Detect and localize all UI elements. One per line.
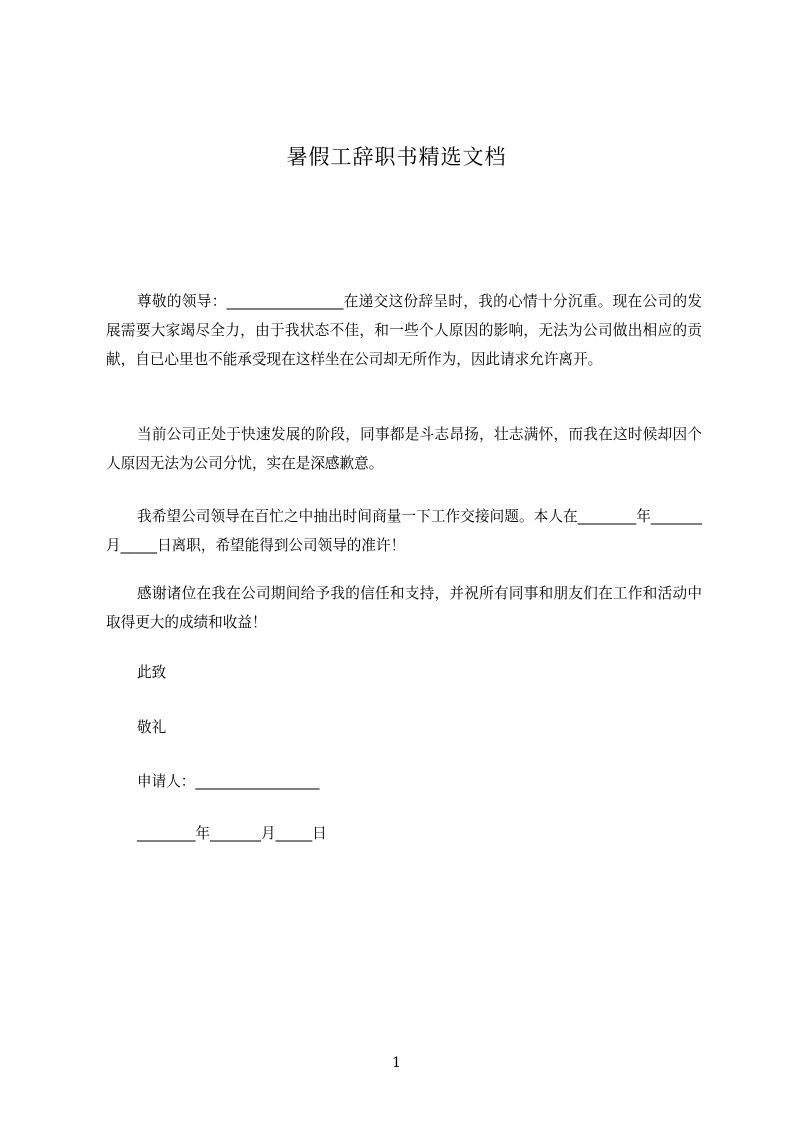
document-title: 暑假工辞职书精选文档	[286, 145, 507, 169]
closing-regards: 敬礼	[137, 719, 167, 736]
paragraph-situation: 当前公司正处于快速发展的阶段，同事都是斗志昂扬，壮志满怀，而我在这时候却因个人原因无法为公司分忧，实在是深感歉意。	[106, 426, 702, 472]
page-number: 1	[392, 1055, 401, 1071]
date-line: ________年_______月_____日	[137, 825, 327, 842]
paragraph-thanks: 感谢诸位在我在公司期间给予我的信任和支持，并祝所有同事和朋友们在工作和活动中取得更大的成绩和收益！	[106, 585, 702, 631]
paragraph-handover: 我希望公司领导在百忙之中抽出时间商量一下工作交接问题。本人在________年_______月_____日离职，希望能得到公司领导的准许！	[106, 508, 702, 554]
closing-salutation: 此致	[137, 664, 167, 681]
applicant-line: 申请人：_________________	[137, 773, 320, 790]
paragraph-greeting: 尊敬的领导：________________在递交这份辞呈时，我的心情十分沉重。现在公司的发展需要大家竭尽全力，由于我状态不佳，和一些个人原因的影响，无法为公司做出相应的贡献，自已心里也不能承受现在这样坐在公司却无所作为，因此请求允许离开。	[106, 293, 702, 368]
